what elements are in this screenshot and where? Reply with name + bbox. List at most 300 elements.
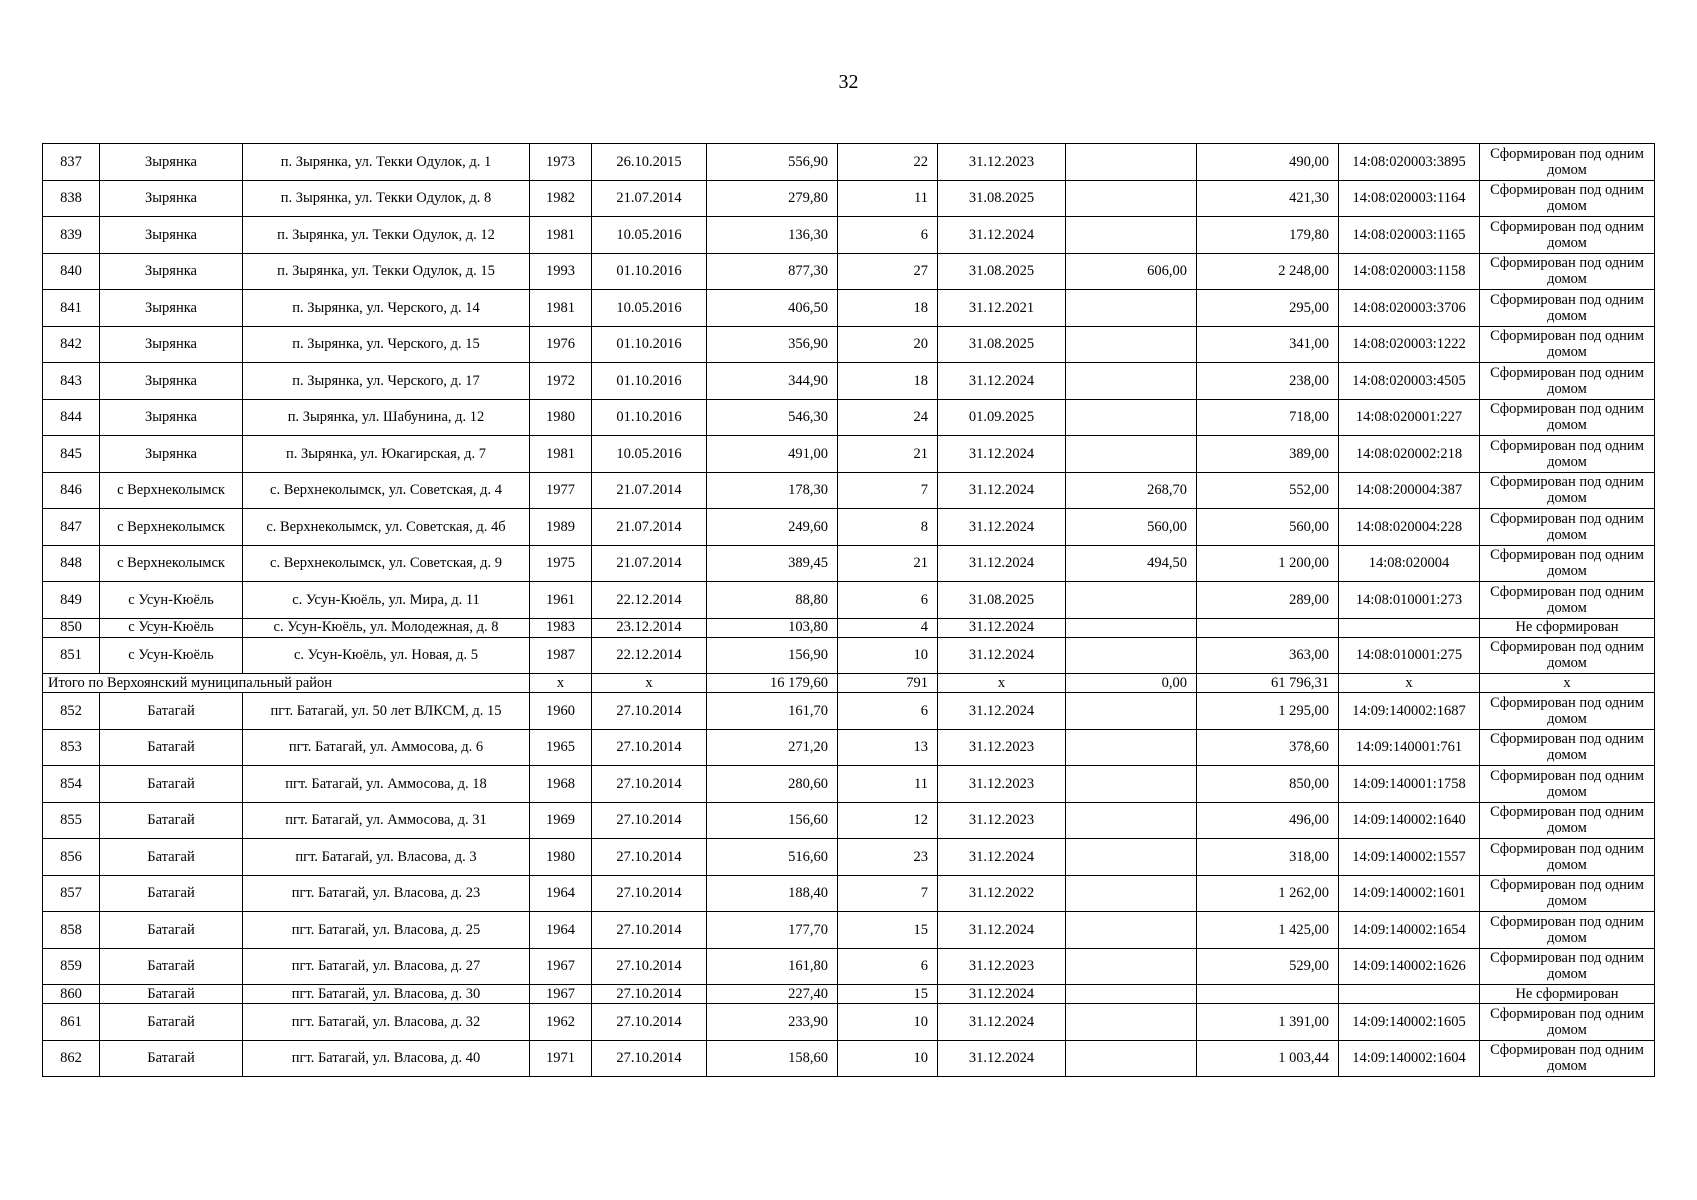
land-area-cell: 238,00 — [1197, 363, 1339, 400]
status-cell: Сформирован под одним домом — [1480, 290, 1655, 327]
deadline-cell: 31.12.2024 — [938, 985, 1066, 1004]
residents-cell: 6 — [838, 582, 938, 619]
settlement-cell: Батагай — [100, 729, 243, 766]
extra-area-cell — [1066, 582, 1197, 619]
area-cell: 227,40 — [707, 985, 838, 1004]
date-cell: 27.10.2014 — [592, 948, 707, 985]
area-cell: 161,80 — [707, 948, 838, 985]
deadline-cell: 31.12.2024 — [938, 217, 1066, 254]
settlement-cell: с Усун-Кюёль — [100, 582, 243, 619]
settlement-cell: Зырянка — [100, 253, 243, 290]
row-number: 861 — [43, 1004, 100, 1041]
cadastral-number-cell: 14:08:020003:3706 — [1339, 290, 1480, 327]
date-cell: 01.10.2016 — [592, 363, 707, 400]
address-cell: пгт. Батагай, ул. Власова, д. 25 — [243, 912, 530, 949]
settlement-cell: Батагай — [100, 693, 243, 730]
housing-register-table — [42, 143, 1655, 1077]
settlement-cell: Батагай — [100, 875, 243, 912]
residents-cell: 27 — [838, 253, 938, 290]
extra-area-cell: 268,70 — [1066, 472, 1197, 509]
row-number: 862 — [43, 1040, 100, 1077]
row-number: 847 — [43, 509, 100, 546]
table-row — [43, 363, 1655, 400]
address-cell: п. Зырянка, ул. Текки Одулок, д. 1 — [243, 144, 530, 181]
status-cell: Сформирован под одним домом — [1480, 472, 1655, 509]
year-cell: 1971 — [530, 1040, 592, 1077]
table-row — [43, 472, 1655, 509]
address-cell: п. Зырянка, ул. Текки Одулок, д. 12 — [243, 217, 530, 254]
date-cell: 27.10.2014 — [592, 985, 707, 1004]
row-number: 859 — [43, 948, 100, 985]
table-row — [43, 180, 1655, 217]
row-number: 840 — [43, 253, 100, 290]
address-cell: пгт. Батагай, ул. Власова, д. 32 — [243, 1004, 530, 1041]
deadline-cell: 31.12.2023 — [938, 729, 1066, 766]
year-cell: 1968 — [530, 766, 592, 803]
settlement-cell: Зырянка — [100, 399, 243, 436]
status-cell: Сформирован под одним домом — [1480, 326, 1655, 363]
land-area-cell: 295,00 — [1197, 290, 1339, 327]
date-cell: 27.10.2014 — [592, 912, 707, 949]
extra-area-cell — [1066, 217, 1197, 254]
settlement-cell: Зырянка — [100, 144, 243, 181]
deadline-cell: 31.12.2023 — [938, 144, 1066, 181]
settlement-cell: Зырянка — [100, 290, 243, 327]
land-area-cell: 560,00 — [1197, 509, 1339, 546]
status-cell: Сформирован под одним домом — [1480, 399, 1655, 436]
land-area-cell: 850,00 — [1197, 766, 1339, 803]
status-cell: Сформирован под одним домом — [1480, 144, 1655, 181]
settlement-cell: Зырянка — [100, 217, 243, 254]
deadline-cell: 31.12.2024 — [938, 693, 1066, 730]
settlement-cell: с Усун-Кюёль — [100, 618, 243, 637]
status-cell: Сформирован под одним домом — [1480, 1004, 1655, 1041]
extra-area-cell — [1066, 839, 1197, 876]
total-label: Итого по Верхоянский муниципальный район — [43, 674, 530, 693]
date-cell: 27.10.2014 — [592, 875, 707, 912]
status-cell: Сформирован под одним домом — [1480, 363, 1655, 400]
address-cell: п. Зырянка, ул. Юкагирская, д. 7 — [243, 436, 530, 473]
extra-area-cell — [1066, 693, 1197, 730]
cadastral-number-cell: 14:09:140002:1640 — [1339, 802, 1480, 839]
year-cell: 1973 — [530, 144, 592, 181]
extra-area-cell — [1066, 180, 1197, 217]
table-row — [43, 144, 1655, 181]
table-row — [43, 217, 1655, 254]
land-area-cell: 718,00 — [1197, 399, 1339, 436]
deadline-cell: 31.12.2024 — [938, 436, 1066, 473]
cadastral-number-cell — [1339, 618, 1480, 637]
land-area-cell: 421,30 — [1197, 180, 1339, 217]
total-status-cell: х — [1480, 674, 1655, 693]
land-area-cell — [1197, 985, 1339, 1004]
status-cell: Не сформирован — [1480, 985, 1655, 1004]
address-cell: с. Усун-Кюёль, ул. Мира, д. 11 — [243, 582, 530, 619]
table-row — [43, 802, 1655, 839]
row-number: 849 — [43, 582, 100, 619]
year-cell: 1977 — [530, 472, 592, 509]
deadline-cell: 31.12.2024 — [938, 637, 1066, 674]
year-cell: 1961 — [530, 582, 592, 619]
cadastral-number-cell: 14:08:020004 — [1339, 545, 1480, 582]
area-cell: 406,50 — [707, 290, 838, 327]
table-row — [43, 1004, 1655, 1041]
table-body — [43, 144, 1655, 1077]
address-cell: пгт. Батагай, ул. Аммосова, д. 6 — [243, 729, 530, 766]
year-cell: 1964 — [530, 912, 592, 949]
date-cell: 01.10.2016 — [592, 399, 707, 436]
residents-cell: 7 — [838, 472, 938, 509]
status-cell: Сформирован под одним домом — [1480, 693, 1655, 730]
extra-area-cell — [1066, 326, 1197, 363]
row-number: 852 — [43, 693, 100, 730]
row-number: 841 — [43, 290, 100, 327]
cadastral-number-cell — [1339, 985, 1480, 1004]
year-cell: 1975 — [530, 545, 592, 582]
cadastral-number-cell: 14:09:140002:1626 — [1339, 948, 1480, 985]
address-cell: пгт. Батагай, ул. Власова, д. 27 — [243, 948, 530, 985]
cadastral-number-cell: 14:08:020003:1222 — [1339, 326, 1480, 363]
residents-cell: 23 — [838, 839, 938, 876]
area-cell: 233,90 — [707, 1004, 838, 1041]
cadastral-number-cell: 14:08:020004:228 — [1339, 509, 1480, 546]
row-number: 846 — [43, 472, 100, 509]
residents-cell: 8 — [838, 509, 938, 546]
date-cell: 21.07.2014 — [592, 472, 707, 509]
deadline-cell: 01.09.2025 — [938, 399, 1066, 436]
status-cell: Сформирован под одним домом — [1480, 637, 1655, 674]
total-land-area-cell: 61 796,31 — [1197, 674, 1339, 693]
area-cell: 389,45 — [707, 545, 838, 582]
deadline-cell: 31.12.2023 — [938, 766, 1066, 803]
cadastral-number-cell: 14:08:010001:275 — [1339, 637, 1480, 674]
settlement-cell: Зырянка — [100, 326, 243, 363]
deadline-cell: 31.12.2023 — [938, 802, 1066, 839]
table-row — [43, 618, 1655, 637]
extra-area-cell — [1066, 912, 1197, 949]
residents-cell: 11 — [838, 766, 938, 803]
area-cell: 516,60 — [707, 839, 838, 876]
year-cell: 1960 — [530, 693, 592, 730]
row-number: 837 — [43, 144, 100, 181]
cadastral-number-cell: 14:08:020002:218 — [1339, 436, 1480, 473]
table-row — [43, 509, 1655, 546]
cadastral-number-cell: 14:08:020003:1158 — [1339, 253, 1480, 290]
status-cell: Сформирован под одним домом — [1480, 729, 1655, 766]
settlement-cell: Батагай — [100, 1040, 243, 1077]
settlement-cell: с Верхнеколымск — [100, 545, 243, 582]
table-row — [43, 582, 1655, 619]
year-cell: 1967 — [530, 948, 592, 985]
cadastral-number-cell: 14:08:020003:3895 — [1339, 144, 1480, 181]
address-cell: п. Зырянка, ул. Текки Одулок, д. 8 — [243, 180, 530, 217]
extra-area-cell — [1066, 399, 1197, 436]
table-row — [43, 290, 1655, 327]
deadline-cell: 31.12.2022 — [938, 875, 1066, 912]
table-row — [43, 637, 1655, 674]
cadastral-number-cell: 14:09:140002:1604 — [1339, 1040, 1480, 1077]
date-cell: 01.10.2016 — [592, 253, 707, 290]
residents-cell: 18 — [838, 290, 938, 327]
address-cell: пгт. Батагай, ул. Власова, д. 3 — [243, 839, 530, 876]
address-cell: пгт. Батагай, ул. Власова, д. 30 — [243, 985, 530, 1004]
address-cell: п. Зырянка, ул. Черского, д. 15 — [243, 326, 530, 363]
area-cell: 556,90 — [707, 144, 838, 181]
table-row — [43, 1040, 1655, 1077]
address-cell: п. Зырянка, ул. Черского, д. 17 — [243, 363, 530, 400]
table-row — [43, 766, 1655, 803]
cadastral-number-cell: 14:09:140002:1605 — [1339, 1004, 1480, 1041]
year-cell: 1981 — [530, 436, 592, 473]
row-number: 848 — [43, 545, 100, 582]
deadline-cell: 31.08.2025 — [938, 253, 1066, 290]
extra-area-cell — [1066, 802, 1197, 839]
deadline-cell: 31.08.2025 — [938, 582, 1066, 619]
land-area-cell: 1 391,00 — [1197, 1004, 1339, 1041]
settlement-cell: Батагай — [100, 839, 243, 876]
area-cell: 156,90 — [707, 637, 838, 674]
date-cell: 27.10.2014 — [592, 839, 707, 876]
address-cell: п. Зырянка, ул. Черского, д. 14 — [243, 290, 530, 327]
year-cell: 1972 — [530, 363, 592, 400]
area-cell: 188,40 — [707, 875, 838, 912]
total-date-cell: х — [592, 674, 707, 693]
row-number: 844 — [43, 399, 100, 436]
extra-area-cell: 494,50 — [1066, 545, 1197, 582]
row-number: 854 — [43, 766, 100, 803]
extra-area-cell — [1066, 363, 1197, 400]
year-cell: 1965 — [530, 729, 592, 766]
date-cell: 27.10.2014 — [592, 1004, 707, 1041]
land-area-cell: 1 425,00 — [1197, 912, 1339, 949]
deadline-cell: 31.12.2024 — [938, 363, 1066, 400]
settlement-cell: Батагай — [100, 802, 243, 839]
row-number: 858 — [43, 912, 100, 949]
settlement-cell: с Верхнеколымск — [100, 472, 243, 509]
deadline-cell: 31.12.2024 — [938, 1040, 1066, 1077]
deadline-cell: 31.12.2024 — [938, 472, 1066, 509]
address-cell: пгт. Батагай, ул. Аммосова, д. 31 — [243, 802, 530, 839]
status-cell: Сформирован под одним домом — [1480, 545, 1655, 582]
year-cell: 1969 — [530, 802, 592, 839]
cadastral-number-cell: 14:09:140001:1758 — [1339, 766, 1480, 803]
residents-cell: 21 — [838, 545, 938, 582]
extra-area-cell — [1066, 637, 1197, 674]
extra-area-cell — [1066, 875, 1197, 912]
table-row — [43, 399, 1655, 436]
extra-area-cell — [1066, 729, 1197, 766]
area-cell: 280,60 — [707, 766, 838, 803]
address-cell: с. Усун-Кюёль, ул. Новая, д. 5 — [243, 637, 530, 674]
date-cell: 10.05.2016 — [592, 217, 707, 254]
date-cell: 10.05.2016 — [592, 436, 707, 473]
area-cell: 546,30 — [707, 399, 838, 436]
year-cell: 1981 — [530, 217, 592, 254]
address-cell: пгт. Батагай, ул. 50 лет ВЛКСМ, д. 15 — [243, 693, 530, 730]
year-cell: 1964 — [530, 875, 592, 912]
row-number: 857 — [43, 875, 100, 912]
date-cell: 22.12.2014 — [592, 582, 707, 619]
residents-cell: 10 — [838, 1004, 938, 1041]
extra-area-cell — [1066, 1040, 1197, 1077]
land-area-cell: 1 262,00 — [1197, 875, 1339, 912]
residents-cell: 22 — [838, 144, 938, 181]
land-area-cell: 341,00 — [1197, 326, 1339, 363]
extra-area-cell: 606,00 — [1066, 253, 1197, 290]
residents-cell: 20 — [838, 326, 938, 363]
cadastral-number-cell: 14:08:020001:227 — [1339, 399, 1480, 436]
table-row — [43, 253, 1655, 290]
date-cell: 27.10.2014 — [592, 729, 707, 766]
date-cell: 10.05.2016 — [592, 290, 707, 327]
deadline-cell: 31.12.2024 — [938, 912, 1066, 949]
year-cell: 1993 — [530, 253, 592, 290]
land-area-cell: 490,00 — [1197, 144, 1339, 181]
land-area-cell: 363,00 — [1197, 637, 1339, 674]
residents-cell: 6 — [838, 693, 938, 730]
cadastral-number-cell: 14:08:020003:4505 — [1339, 363, 1480, 400]
year-cell: 1989 — [530, 509, 592, 546]
deadline-cell: 31.08.2025 — [938, 326, 1066, 363]
row-number: 838 — [43, 180, 100, 217]
status-cell: Сформирован под одним домом — [1480, 802, 1655, 839]
table-row — [43, 875, 1655, 912]
settlement-cell: Батагай — [100, 912, 243, 949]
date-cell: 22.12.2014 — [592, 637, 707, 674]
date-cell: 23.12.2014 — [592, 618, 707, 637]
status-cell: Сформирован под одним домом — [1480, 875, 1655, 912]
land-area-cell: 179,80 — [1197, 217, 1339, 254]
year-cell: 1982 — [530, 180, 592, 217]
extra-area-cell — [1066, 436, 1197, 473]
area-cell: 249,60 — [707, 509, 838, 546]
residents-cell: 4 — [838, 618, 938, 637]
status-cell: Сформирован под одним домом — [1480, 912, 1655, 949]
area-cell: 88,80 — [707, 582, 838, 619]
extra-area-cell — [1066, 144, 1197, 181]
area-cell: 161,70 — [707, 693, 838, 730]
area-cell: 177,70 — [707, 912, 838, 949]
year-cell: 1976 — [530, 326, 592, 363]
settlement-cell: Зырянка — [100, 363, 243, 400]
settlement-cell: Батагай — [100, 1004, 243, 1041]
date-cell: 26.10.2015 — [592, 144, 707, 181]
area-cell: 491,00 — [707, 436, 838, 473]
residents-cell: 6 — [838, 948, 938, 985]
address-cell: пгт. Батагай, ул. Власова, д. 40 — [243, 1040, 530, 1077]
year-cell: 1980 — [530, 399, 592, 436]
total-area-cell: 16 179,60 — [707, 674, 838, 693]
year-cell: 1987 — [530, 637, 592, 674]
land-area-cell — [1197, 618, 1339, 637]
total-residents-cell: 791 — [838, 674, 938, 693]
table-row — [43, 985, 1655, 1004]
land-area-cell: 1 200,00 — [1197, 545, 1339, 582]
area-cell: 877,30 — [707, 253, 838, 290]
extra-area-cell — [1066, 766, 1197, 803]
year-cell: 1981 — [530, 290, 592, 327]
settlement-cell: Батагай — [100, 766, 243, 803]
table-row — [43, 436, 1655, 473]
area-cell: 103,80 — [707, 618, 838, 637]
page-number: 32 — [838, 71, 859, 93]
status-cell: Сформирован под одним домом — [1480, 217, 1655, 254]
total-row — [43, 674, 1655, 693]
land-area-cell: 1 003,44 — [1197, 1040, 1339, 1077]
land-area-cell: 529,00 — [1197, 948, 1339, 985]
settlement-cell: с Усун-Кюёль — [100, 637, 243, 674]
address-cell: пгт. Батагай, ул. Власова, д. 23 — [243, 875, 530, 912]
date-cell: 21.07.2014 — [592, 545, 707, 582]
cadastral-number-cell: 14:09:140002:1687 — [1339, 693, 1480, 730]
area-cell: 178,30 — [707, 472, 838, 509]
date-cell: 21.07.2014 — [592, 180, 707, 217]
table-row — [43, 693, 1655, 730]
cadastral-number-cell: 14:09:140002:1654 — [1339, 912, 1480, 949]
residents-cell: 6 — [838, 217, 938, 254]
row-number: 860 — [43, 985, 100, 1004]
address-cell: с. Верхнеколымск, ул. Советская, д. 4 — [243, 472, 530, 509]
address-cell: п. Зырянка, ул. Шабунина, д. 12 — [243, 399, 530, 436]
settlement-cell: Батагай — [100, 948, 243, 985]
total-extra-area-cell: 0,00 — [1066, 674, 1197, 693]
year-cell: 1983 — [530, 618, 592, 637]
area-cell: 344,90 — [707, 363, 838, 400]
deadline-cell: 31.12.2024 — [938, 509, 1066, 546]
cadastral-number-cell: 14:08:020003:1164 — [1339, 180, 1480, 217]
address-cell: пгт. Батагай, ул. Аммосова, д. 18 — [243, 766, 530, 803]
area-cell: 156,60 — [707, 802, 838, 839]
land-area-cell: 496,00 — [1197, 802, 1339, 839]
cadastral-number-cell: 14:09:140002:1557 — [1339, 839, 1480, 876]
address-cell: с. Усун-Кюёль, ул. Молодежная, д. 8 — [243, 618, 530, 637]
table-row — [43, 729, 1655, 766]
row-number: 851 — [43, 637, 100, 674]
settlement-cell: Батагай — [100, 985, 243, 1004]
status-cell: Сформирован под одним домом — [1480, 582, 1655, 619]
deadline-cell: 31.12.2024 — [938, 618, 1066, 637]
deadline-cell: 31.08.2025 — [938, 180, 1066, 217]
status-cell: Не сформирован — [1480, 618, 1655, 637]
total-year-cell: х — [530, 674, 592, 693]
cadastral-number-cell: 14:08:200004:387 — [1339, 472, 1480, 509]
table-row — [43, 948, 1655, 985]
status-cell: Сформирован под одним домом — [1480, 253, 1655, 290]
residents-cell: 12 — [838, 802, 938, 839]
date-cell: 01.10.2016 — [592, 326, 707, 363]
address-cell: с. Верхнеколымск, ул. Советская, д. 4б — [243, 509, 530, 546]
land-area-cell: 2 248,00 — [1197, 253, 1339, 290]
row-number: 856 — [43, 839, 100, 876]
table-row — [43, 912, 1655, 949]
row-number: 850 — [43, 618, 100, 637]
residents-cell: 24 — [838, 399, 938, 436]
residents-cell: 15 — [838, 912, 938, 949]
land-area-cell: 552,00 — [1197, 472, 1339, 509]
deadline-cell: 31.12.2024 — [938, 1004, 1066, 1041]
table-row — [43, 545, 1655, 582]
land-area-cell: 1 295,00 — [1197, 693, 1339, 730]
area-cell: 279,80 — [707, 180, 838, 217]
cadastral-number-cell: 14:08:020003:1165 — [1339, 217, 1480, 254]
date-cell: 27.10.2014 — [592, 802, 707, 839]
date-cell: 21.07.2014 — [592, 509, 707, 546]
deadline-cell: 31.12.2021 — [938, 290, 1066, 327]
date-cell: 27.10.2014 — [592, 766, 707, 803]
area-cell: 356,90 — [707, 326, 838, 363]
status-cell: Сформирован под одним домом — [1480, 509, 1655, 546]
residents-cell: 10 — [838, 1040, 938, 1077]
